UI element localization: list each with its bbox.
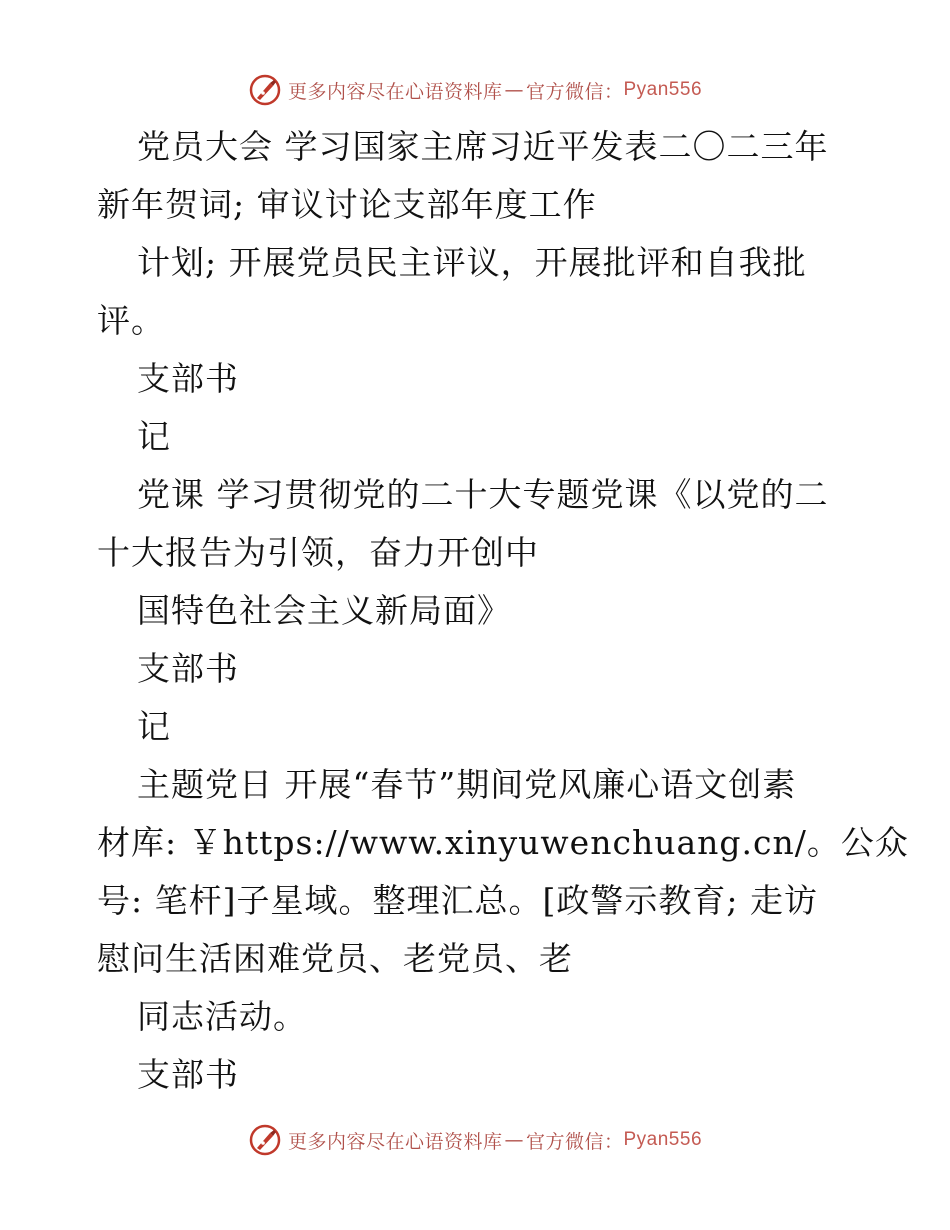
wechat-label: 官方微信：: [525, 1130, 624, 1153]
text-line: 号: 笔杆]子星域。整理汇总。[政警示教育; 走访: [97, 881, 818, 920]
text-line: 计划; 开展党员民主评议，开展批评和自我批: [137, 243, 807, 282]
text-line: 新年贺词; 审议讨论支部年度工作: [97, 185, 597, 224]
text-line: 国特色社会主义新局面》: [137, 591, 511, 630]
wechat-label: 官方微信：: [525, 80, 624, 103]
footer-watermark: [0, 1120, 950, 1160]
pen-logo-icon: [248, 1123, 282, 1157]
text-line: 支部书: [137, 359, 239, 398]
wechat-id: Pyan556: [623, 79, 703, 100]
wechat-id: Pyan556: [623, 1129, 703, 1150]
banner-text: 更多内容尽在心语资料库: [287, 80, 503, 103]
text-line: 党员大会 学习国家主席习近平发表二〇二三年: [137, 127, 829, 166]
text-line: 记: [137, 707, 171, 746]
text-line: 支部书: [137, 1055, 239, 1094]
text-line: 记: [137, 417, 171, 456]
header-watermark: [0, 70, 950, 110]
text-line: 十大报告为引领，奋力开创中: [97, 533, 539, 572]
banner-text: 更多内容尽在心语资料库: [287, 1130, 503, 1153]
text-line: 支部书: [137, 649, 239, 688]
banner-separator: —: [504, 79, 524, 101]
text-line: 党课 学习贯彻党的二十大专题党课《以党的二: [137, 475, 829, 514]
pen-logo-icon: [248, 73, 282, 107]
banner-separator: —: [504, 1129, 524, 1151]
text-line: 评。: [97, 301, 165, 340]
text-line: 材库: ￥https://www.xinyuwenchuang.cn/。公众: [97, 823, 909, 862]
text-line: 慰问生活困难党员、老党员、老: [97, 939, 573, 978]
text-line: 同志活动。: [137, 997, 307, 1036]
document-body: [97, 118, 909, 1104]
text-line: 主题党日 开展“春节”期间党风廉心语文创素: [137, 765, 797, 804]
